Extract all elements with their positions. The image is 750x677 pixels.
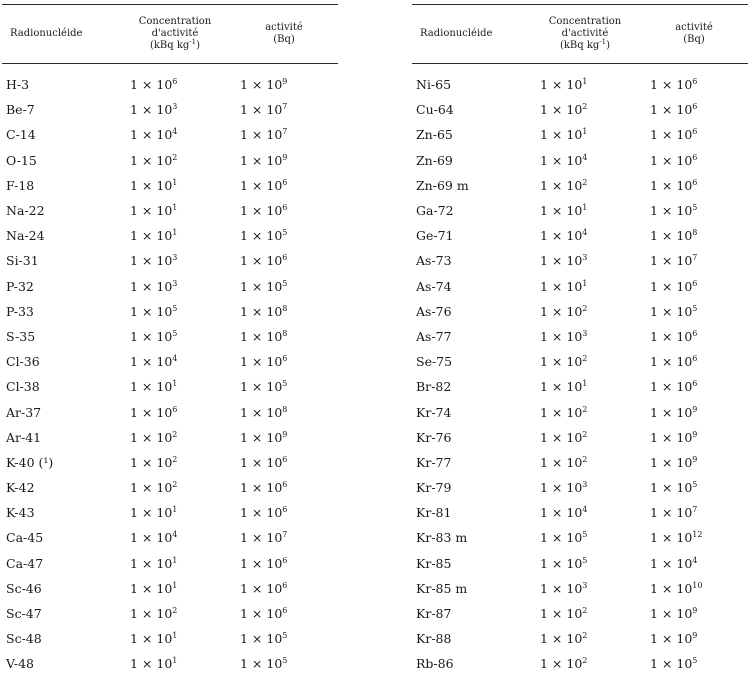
table-row [2, 425, 338, 450]
table-row [412, 425, 748, 450]
table-row [412, 97, 748, 122]
table-row [412, 223, 748, 248]
nuclide-cell: V-48 [6, 656, 35, 672]
table-row [2, 299, 338, 324]
nuclide-cell: Ga-72 [416, 203, 454, 219]
activity-cell: $1 \times 10^5$ [240, 278, 288, 294]
concentration-cell: $1 \times 10^2$ [130, 454, 178, 470]
concentration-cell: $1 \times 10^6$ [130, 77, 178, 93]
table-row [412, 148, 748, 173]
activity-cell: $1 \times 10^6$ [240, 203, 288, 219]
concentration-cell: $1 \times 10^3$ [130, 102, 178, 118]
concentration-cell: $1 \times 10^1$ [540, 203, 588, 219]
activity-cell: $1 \times 10^6$ [650, 354, 698, 370]
concentration-cell: $1 \times 10^2$ [130, 606, 178, 622]
concentration-cell: $1 \times 10^5$ [130, 328, 178, 344]
nuclide-cell: Kr-74 [416, 404, 452, 420]
nuclide-cell: Kr-76 [416, 429, 452, 445]
nuclide-cell: Kr-81 [416, 505, 452, 521]
nuclide-cell: Ar-41 [6, 429, 42, 445]
nuclide-cell: K-42 [6, 480, 35, 496]
activity-cell: $1 \times 10^5$ [240, 379, 288, 395]
concentration-cell: $1 \times 10^2$ [130, 429, 178, 445]
concentration-cell: $1 \times 10^4$ [540, 228, 588, 244]
concentration-cell: $1 \times 10^1$ [130, 555, 178, 571]
nuclide-cell: Kr-88 [416, 631, 452, 647]
table-row [2, 173, 338, 198]
nuclide-cell: Br-82 [416, 379, 452, 395]
activity-cell: $1 \times 10^7$ [240, 127, 288, 143]
concentration-cell: $1 \times 10^1$ [540, 77, 588, 93]
nuclide-cell: Zn-69 [416, 152, 453, 168]
activity-cell: $1 \times 10^6$ [650, 127, 698, 143]
activity-cell: $1 \times 10^6$ [650, 177, 698, 193]
activity-cell: $1 \times 10^6$ [240, 555, 288, 571]
activity-cell: $1 \times 10^5$ [650, 480, 698, 496]
table-row [412, 651, 748, 676]
nuclide-cell: Ca-45 [6, 530, 44, 546]
table-row [2, 500, 338, 525]
table-row [412, 525, 748, 550]
table-row [412, 122, 748, 147]
activity-cell: $1 \times 10^5$ [650, 303, 698, 319]
header-concentration: Concentration d'activité (kBq $kg^{-1}$) [530, 5, 640, 64]
activity-cell: $1 \times 10^6$ [240, 480, 288, 496]
activity-cell: $1 \times 10^8$ [650, 228, 698, 244]
activity-cell: $1 \times 10^6$ [240, 354, 288, 370]
activity-cell: $1 \times 10^9$ [240, 77, 288, 93]
header-concentration: Concentration d'activité (kBq $kg^{-1}$) [120, 5, 230, 64]
concentration-cell: $1 \times 10^4$ [540, 152, 588, 168]
nuclide-cell: As-73 [416, 253, 452, 269]
header-nuclide: Radionucléide [412, 5, 530, 64]
concentration-cell: $1 \times 10^2$ [540, 303, 588, 319]
nuclide-cell: As-74 [416, 278, 452, 294]
concentration-cell: $1 \times 10^1$ [130, 177, 178, 193]
table-row [412, 500, 748, 525]
activity-cell: $1 \times 10^9$ [650, 404, 698, 420]
table-row [412, 551, 748, 576]
table-row [412, 198, 748, 223]
concentration-cell: $1 \times 10^3$ [540, 328, 588, 344]
table-row [412, 324, 748, 349]
concentration-cell: $1 \times 10^1$ [130, 379, 178, 395]
table-row [2, 626, 338, 651]
table-row [412, 299, 748, 324]
activity-cell: $1 \times 10^5$ [650, 203, 698, 219]
table-row [412, 374, 748, 399]
concentration-cell: $1 \times 10^2$ [130, 480, 178, 496]
nuclide-cell: Kr-83 m [416, 530, 468, 546]
table-row [2, 274, 338, 299]
nuclide-cell: Zn-65 [416, 127, 453, 143]
concentration-cell: $1 \times 10^2$ [540, 429, 588, 445]
concentration-cell: $1 \times 10^2$ [540, 102, 588, 118]
nuclide-cell: O-15 [6, 152, 37, 168]
table-header-right [412, 5, 748, 64]
concentration-cell: $1 \times 10^2$ [540, 354, 588, 370]
table-row [2, 551, 338, 576]
table-row [2, 475, 338, 500]
nuclide-cell: Ni-65 [416, 77, 452, 93]
table-row [412, 349, 748, 374]
nuclide-cell: K-40 (¹) [6, 454, 54, 470]
table-row [2, 374, 338, 399]
concentration-cell: $1 \times 10^2$ [540, 177, 588, 193]
activity-cell: $1 \times 10^9$ [650, 429, 698, 445]
concentration-cell: $1 \times 10^2$ [540, 631, 588, 647]
activity-cell: $1 \times 10^6$ [650, 152, 698, 168]
table-row [2, 72, 338, 97]
concentration-cell: $1 \times 10^1$ [130, 580, 178, 596]
nuclide-cell: Sc-46 [6, 580, 42, 596]
nuclide-cell: Kr-77 [416, 454, 452, 470]
nuclide-cell: S-35 [6, 328, 36, 344]
activity-cell: $1 \times 10^9$ [650, 454, 698, 470]
table-row [2, 601, 338, 626]
activity-cell: $1 \times 10^6$ [240, 177, 288, 193]
nuclide-table-left [2, 4, 338, 677]
concentration-cell: $1 \times 10^3$ [540, 580, 588, 596]
activity-cell: $1 \times 10^6$ [650, 102, 698, 118]
activity-cell: $1 \times 10^6$ [240, 580, 288, 596]
concentration-cell: $1 \times 10^3$ [130, 253, 178, 269]
table-row [2, 399, 338, 424]
activity-cell: $1 \times 10^9$ [650, 606, 698, 622]
table-row [2, 248, 338, 273]
table-row [2, 349, 338, 374]
table-row [412, 576, 748, 601]
activity-cell: $1 \times 10^9$ [650, 631, 698, 647]
activity-cell: $1 \times 10^6$ [240, 454, 288, 470]
nuclide-cell: Ar-37 [6, 404, 42, 420]
concentration-cell: $1 \times 10^3$ [130, 278, 178, 294]
table-row [2, 450, 338, 475]
table-row [412, 173, 748, 198]
table-row [412, 274, 748, 299]
nuclide-table-right [412, 4, 748, 677]
concentration-cell: $1 \times 10^4$ [130, 530, 178, 546]
nuclide-cell: Kr-79 [416, 480, 452, 496]
nuclide-cell: As-76 [416, 303, 452, 319]
concentration-cell: $1 \times 10^1$ [540, 278, 588, 294]
table-row [412, 626, 748, 651]
concentration-cell: $1 \times 10^6$ [130, 404, 178, 420]
nuclide-cell: P-33 [6, 303, 34, 319]
table-row [412, 475, 748, 500]
nuclide-cell: P-32 [6, 278, 34, 294]
activity-cell: $1 \times 10^6$ [650, 278, 698, 294]
concentration-cell: $1 \times 10^1$ [130, 656, 178, 672]
nuclide-cell: Sc-47 [6, 606, 42, 622]
nuclide-cell: Ge-71 [416, 228, 454, 244]
activity-cell: $1 \times 10^8$ [240, 328, 288, 344]
table-row [2, 223, 338, 248]
activity-cell: $1 \times 10^4$ [650, 555, 698, 571]
activity-cell: $1 \times 10^5$ [240, 631, 288, 647]
table-row [2, 198, 338, 223]
nuclide-cell: Si-31 [6, 253, 39, 269]
concentration-cell: $1 \times 10^1$ [540, 127, 588, 143]
concentration-cell: $1 \times 10^5$ [540, 530, 588, 546]
concentration-cell: $1 \times 10^1$ [130, 505, 178, 521]
activity-cell: $1 \times 10^6$ [650, 379, 698, 395]
activity-cell: $1 \times 10^7$ [240, 102, 288, 118]
activity-cell: $1 \times 10^5$ [650, 656, 698, 672]
activity-cell: $1 \times 10^5$ [240, 228, 288, 244]
nuclide-cell: Kr-85 m [416, 580, 468, 596]
nuclide-cell: F-18 [6, 177, 35, 193]
activity-cell: $1 \times 10^{10}$ [650, 580, 703, 596]
activity-cell: $1 \times 10^6$ [240, 606, 288, 622]
table-row [412, 248, 748, 273]
table-row [412, 399, 748, 424]
concentration-cell: $1 \times 10^4$ [130, 127, 178, 143]
concentration-cell: $1 \times 10^3$ [540, 253, 588, 269]
concentration-cell: $1 \times 10^2$ [540, 454, 588, 470]
nuclide-cell: H-3 [6, 77, 30, 93]
concentration-cell: $1 \times 10^1$ [130, 631, 178, 647]
header-activity: activité (Bq) [230, 5, 338, 64]
table-row [2, 324, 338, 349]
nuclide-cell: C-14 [6, 127, 36, 143]
concentration-cell: $1 \times 10^3$ [540, 480, 588, 496]
activity-cell: $1 \times 10^9$ [240, 429, 288, 445]
nuclide-cell: Zn-69 m [416, 177, 469, 193]
table-body-left [2, 64, 338, 677]
activity-cell: $1 \times 10^7$ [240, 530, 288, 546]
table-header-left [2, 5, 338, 64]
nuclide-cell: As-77 [416, 328, 452, 344]
table-row [2, 148, 338, 173]
header-nuclide: Radionucléide [2, 5, 120, 64]
nuclide-cell: Na-24 [6, 228, 45, 244]
header-activity: activité (Bq) [640, 5, 748, 64]
activity-cell: $1 \times 10^6$ [240, 505, 288, 521]
concentration-cell: $1 \times 10^1$ [130, 203, 178, 219]
concentration-cell: $1 \times 10^2$ [540, 606, 588, 622]
table-row [2, 122, 338, 147]
activity-cell: $1 \times 10^6$ [650, 77, 698, 93]
nuclide-cell: Ca-47 [6, 555, 44, 571]
concentration-cell: $1 \times 10^5$ [130, 303, 178, 319]
nuclide-cell: Rb-86 [416, 656, 454, 672]
table-body-right [412, 64, 748, 677]
table-row [412, 450, 748, 475]
nuclide-cell: Kr-87 [416, 606, 452, 622]
nuclide-cell: Cu-64 [416, 102, 454, 118]
nuclide-cell: Se-75 [416, 354, 453, 370]
table-row [412, 72, 748, 97]
nuclide-cell: Kr-85 [416, 555, 452, 571]
table-row [412, 601, 748, 626]
table-row [2, 97, 338, 122]
activity-cell: $1 \times 10^7$ [650, 505, 698, 521]
activity-cell: $1 \times 10^6$ [240, 253, 288, 269]
concentration-cell: $1 \times 10^4$ [130, 354, 178, 370]
nuclide-cell: Sc-48 [6, 631, 42, 647]
activity-cell: $1 \times 10^6$ [650, 328, 698, 344]
concentration-cell: $1 \times 10^5$ [540, 555, 588, 571]
activity-cell: $1 \times 10^5$ [240, 656, 288, 672]
nuclide-cell: Cl-38 [6, 379, 40, 395]
concentration-cell: $1 \times 10^1$ [130, 228, 178, 244]
table-row [2, 576, 338, 601]
nuclide-cell: Cl-36 [6, 354, 40, 370]
activity-cell: $1 \times 10^8$ [240, 404, 288, 420]
concentration-cell: $1 \times 10^2$ [540, 404, 588, 420]
nuclide-cell: Na-22 [6, 203, 45, 219]
concentration-cell: $1 \times 10^4$ [540, 505, 588, 521]
nuclide-cell: Be-7 [6, 102, 35, 118]
activity-cell: $1 \times 10^7$ [650, 253, 698, 269]
activity-cell: $1 \times 10^9$ [240, 152, 288, 168]
table-row [2, 525, 338, 550]
activity-cell: $1 \times 10^{12}$ [650, 530, 703, 546]
concentration-cell: $1 \times 10^2$ [540, 656, 588, 672]
concentration-cell: $1 \times 10^2$ [130, 152, 178, 168]
activity-cell: $1 \times 10^8$ [240, 303, 288, 319]
table-row [2, 651, 338, 676]
concentration-cell: $1 \times 10^1$ [540, 379, 588, 395]
nuclide-cell: K-43 [6, 505, 35, 521]
